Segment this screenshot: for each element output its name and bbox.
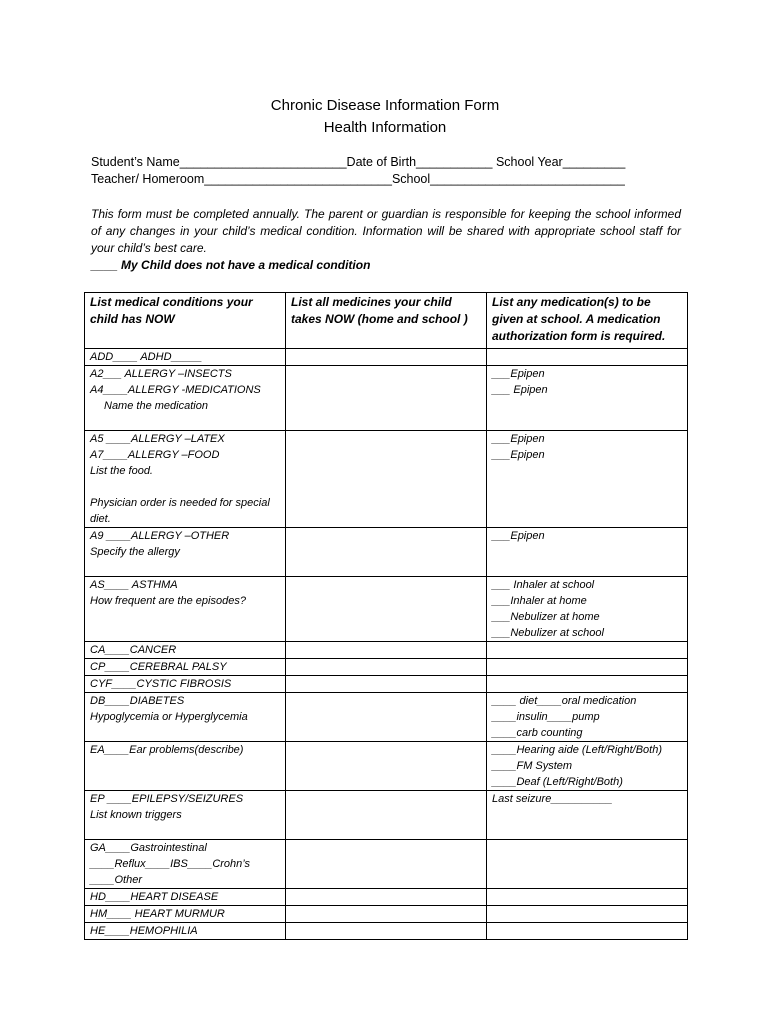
student-info-line[interactable]: Student’s Name________________________Date of Birth___________ School Year_________ <box>91 155 626 169</box>
condition-line: A7____ALLERGY –FOOD <box>90 449 220 461</box>
medicines-cell[interactable] <box>286 923 487 940</box>
school-medication-line: ___Inhaler at home <box>492 595 587 607</box>
condition-cell[interactable] <box>85 791 286 840</box>
table-row <box>85 431 688 528</box>
condition-line: A5 ____ALLERGY –LATEX <box>90 433 225 445</box>
condition-line: ADD____ ADHD_____ <box>90 351 203 363</box>
table-row <box>85 349 688 366</box>
school-medication-line: ____Deaf (Left/Right/Both) <box>492 776 623 788</box>
school-medication-cell[interactable] <box>487 642 688 659</box>
medicines-cell[interactable] <box>286 528 487 577</box>
table-row <box>85 840 688 889</box>
school-medication-cell[interactable] <box>487 906 688 923</box>
medicines-cell[interactable] <box>286 693 487 742</box>
condition-line: HD____HEART DISEASE <box>90 891 219 903</box>
condition-line: AS____ ASTHMA <box>90 579 178 591</box>
condition-line: ____Other <box>90 874 142 886</box>
school-medication-line: ___ Inhaler at school <box>492 579 595 591</box>
table-row <box>85 528 688 577</box>
condition-line: diet. <box>90 513 111 525</box>
header-school-medication: List any medication(s) to be given at school. A medication authorization form is required. <box>487 293 688 349</box>
condition-cell[interactable] <box>85 889 286 906</box>
condition-line: EP ____EPILEPSY/SEIZURES <box>90 793 244 805</box>
header-conditions: List medical conditions your child has NOW <box>85 293 286 349</box>
condition-line: Physician order is needed for special <box>90 497 270 509</box>
condition-line: EA____Ear problems(describe) <box>90 744 244 756</box>
medicines-cell[interactable] <box>286 366 487 431</box>
table-row <box>85 659 688 676</box>
school-medication-line: ____FM System <box>492 760 573 772</box>
condition-cell[interactable] <box>85 659 286 676</box>
school-medication-line: ___Epipen <box>492 530 545 542</box>
medicines-cell[interactable] <box>286 840 487 889</box>
condition-cell[interactable] <box>85 840 286 889</box>
table-row <box>85 906 688 923</box>
condition-cell[interactable] <box>85 676 286 693</box>
form-title: Chronic Disease Information Form <box>270 97 500 114</box>
school-medication-cell[interactable] <box>487 528 688 577</box>
condition-line: HE____HEMOPHILIA <box>90 925 198 937</box>
table-row <box>85 366 688 431</box>
medicines-cell[interactable] <box>286 349 487 366</box>
table-row <box>85 791 688 840</box>
school-medication-line: ____insulin____pump <box>492 711 600 723</box>
condition-line: How frequent are the episodes? <box>90 595 246 607</box>
table-row <box>85 693 688 742</box>
school-medication-line: ___Nebulizer at home <box>492 611 600 623</box>
condition-line: A9 ____ALLERGY –OTHER <box>90 530 230 542</box>
school-medication-line: ___Epipen <box>492 433 545 445</box>
teacher-school-line[interactable]: Teacher/ Homeroom___________________________School____________________________ <box>91 172 625 186</box>
condition-line <box>90 774 280 790</box>
condition-cell[interactable] <box>85 693 286 742</box>
condition-line: GA____Gastrointestinal <box>90 842 207 854</box>
condition-line: A4____ALLERGY -MEDICATIONS <box>90 384 261 396</box>
school-medication-cell[interactable] <box>487 889 688 906</box>
condition-cell[interactable] <box>85 431 286 528</box>
condition-line <box>90 609 280 625</box>
intro-paragraph: This form must be completed annually. The parent or guardian is responsible for keeping the school informed of any changes in your child’s medical condition. Information will be shared with appropriate school staff for your child’s best care. <box>91 207 681 255</box>
school-medication-line: ____Hearing aide (Left/Right/Both) <box>492 744 662 756</box>
table-row <box>85 676 688 693</box>
header-medicines: List all medicines your child takes NOW (home and school ) <box>286 293 487 349</box>
condition-line: HM____ HEART MURMUR <box>90 908 225 920</box>
condition-cell[interactable] <box>85 906 286 923</box>
medicines-cell[interactable] <box>286 659 487 676</box>
condition-line: List known triggers <box>90 809 182 821</box>
conditions-table-body <box>85 349 688 940</box>
condition-line: A2___ ALLERGY –INSECTS <box>90 368 232 380</box>
medicines-cell[interactable] <box>286 906 487 923</box>
condition-line <box>90 823 280 839</box>
school-medication-line: ____ diet____oral medication <box>492 695 637 707</box>
school-medication-cell[interactable] <box>487 791 688 840</box>
table-row <box>85 577 688 642</box>
condition-cell[interactable] <box>85 742 286 791</box>
school-medication-line: Last seizure__________ <box>492 793 613 805</box>
school-medication-cell[interactable] <box>487 659 688 676</box>
medicines-cell[interactable] <box>286 577 487 642</box>
medicines-cell[interactable] <box>286 642 487 659</box>
condition-line <box>90 560 280 576</box>
school-medication-cell[interactable] <box>487 366 688 431</box>
condition-line: DB____DIABETES <box>90 695 185 707</box>
school-medication-cell[interactable] <box>487 840 688 889</box>
conditions-table <box>84 292 688 940</box>
medicines-cell[interactable] <box>286 676 487 693</box>
medicines-cell[interactable] <box>286 742 487 791</box>
condition-cell[interactable] <box>85 577 286 642</box>
school-medication-cell[interactable] <box>487 349 688 366</box>
condition-line: List the food. <box>90 465 153 477</box>
medicines-cell[interactable] <box>286 431 487 528</box>
school-medication-cell[interactable] <box>487 693 688 742</box>
school-medication-cell[interactable] <box>487 431 688 528</box>
condition-cell[interactable] <box>85 923 286 940</box>
condition-line <box>90 414 280 430</box>
condition-cell[interactable] <box>85 642 286 659</box>
medicines-cell[interactable] <box>286 889 487 906</box>
table-row <box>85 742 688 791</box>
school-medication-line: ____carb counting <box>492 727 583 739</box>
condition-line: CA____CANCER <box>90 644 177 656</box>
condition-line: ____Reflux____IBS____Crohn’s <box>90 858 251 870</box>
condition-cell[interactable] <box>85 349 286 366</box>
school-medication-cell[interactable] <box>487 923 688 940</box>
condition-line <box>90 479 280 495</box>
school-medication-cell[interactable] <box>487 676 688 693</box>
condition-line: CP____CEREBRAL PALSY <box>90 661 227 673</box>
condition-cell[interactable] <box>85 528 286 577</box>
school-medication-line: ___Epipen <box>492 368 545 380</box>
condition-line <box>90 758 280 774</box>
school-medication-cell[interactable] <box>487 742 688 791</box>
condition-line: Specify the allergy <box>90 546 180 558</box>
table-row <box>85 642 688 659</box>
form-subtitle: Health Information <box>323 119 447 136</box>
table-row <box>85 923 688 940</box>
condition-line: Hypoglycemia or Hyperglycemia <box>90 711 248 723</box>
school-medication-line: ___Nebulizer at school <box>492 627 604 639</box>
condition-line <box>90 625 280 641</box>
school-medication-cell[interactable] <box>487 577 688 642</box>
condition-cell[interactable] <box>85 366 286 431</box>
table-header-row <box>85 293 688 349</box>
school-medication-line: ___ Epipen <box>492 384 548 396</box>
condition-line: CYF____CYSTIC FIBROSIS <box>90 678 232 690</box>
medicines-cell[interactable] <box>286 791 487 840</box>
no-condition-checkline[interactable]: ____ My Child does not have a medical condition <box>91 258 371 272</box>
condition-line: Name the medication <box>104 400 208 412</box>
table-row <box>85 889 688 906</box>
condition-line <box>90 725 280 741</box>
school-medication-line: ___Epipen <box>492 449 545 461</box>
